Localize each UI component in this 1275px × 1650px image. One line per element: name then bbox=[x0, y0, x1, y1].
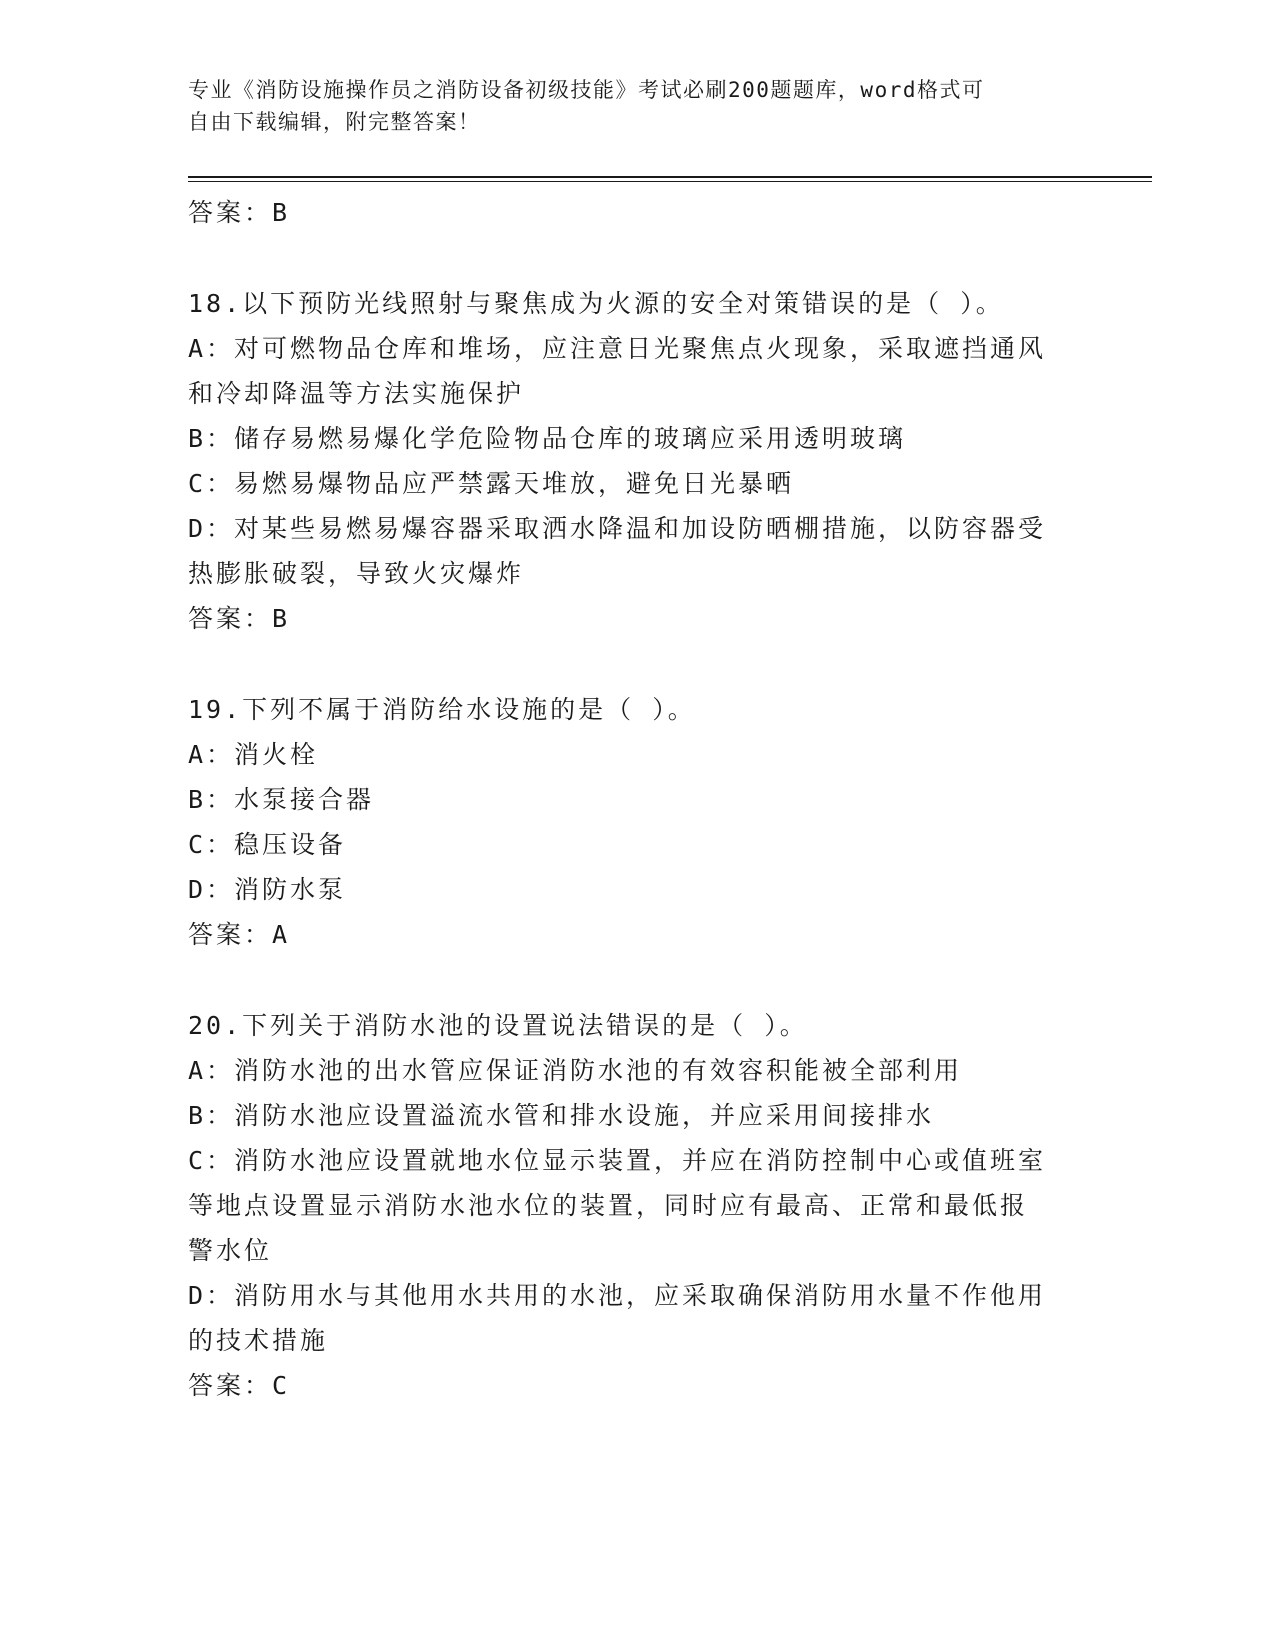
option-c-line-2: 等地点设置显示消防水池水位的装置，同时应有最高、正常和最低报 bbox=[188, 1191, 1029, 1220]
option-c-line-3: 警水位 bbox=[188, 1236, 273, 1265]
option-d-line-2: 热膨胀破裂，导致火灾爆炸 bbox=[188, 559, 525, 588]
question-stem: 20.下列关于消防水池的设置说法错误的是（ ）。 bbox=[188, 1011, 808, 1040]
option-b: B：储存易燃易爆化学危险物品仓库的玻璃应采用透明玻璃 bbox=[188, 424, 907, 453]
option-a: A：消火栓 bbox=[188, 740, 319, 769]
question-stem: 18.以下预防光线照射与聚焦成为火源的安全对策错误的是（ ）。 bbox=[188, 289, 1004, 318]
option-d: D：消防水泵 bbox=[188, 875, 347, 904]
question-20 bbox=[188, 1003, 1088, 1408]
option-b: B：水泵接合器 bbox=[188, 785, 375, 814]
option-a: A：消防水池的出水管应保证消防水池的有效容积能被全部利用 bbox=[188, 1056, 963, 1085]
header-line-1: 专业《消防设施操作员之消防设备初级技能》考试必刷200题题库，word格式可 bbox=[188, 78, 985, 102]
previous-answer: 答案：B bbox=[188, 198, 291, 227]
question-19 bbox=[188, 687, 1088, 957]
option-d-line-2: 的技术措施 bbox=[188, 1326, 329, 1355]
document-header bbox=[188, 74, 1088, 138]
option-a-line-1: A：对可燃物品仓库和堆场，应注意日光聚焦点火现象，采取遮挡通风 bbox=[188, 334, 1047, 363]
option-c-line-1: C：消防水池应设置就地水位显示装置，并应在消防控制中心或值班室 bbox=[188, 1146, 1047, 1175]
question-18 bbox=[188, 281, 1088, 641]
option-c: C：稳压设备 bbox=[188, 830, 347, 859]
header-line-2: 自由下载编辑，附完整答案！ bbox=[188, 110, 481, 134]
question-answer: 答案：C bbox=[188, 1371, 291, 1400]
header-divider-thick bbox=[188, 176, 1152, 178]
question-list bbox=[188, 190, 1088, 1408]
question-answer: 答案：A bbox=[188, 920, 291, 949]
option-d-line-1: D：对某些易燃易爆容器采取洒水降温和加设防晒棚措施，以防容器受 bbox=[188, 514, 1047, 543]
option-d-line-1: D：消防用水与其他用水共用的水池，应采取确保消防用水量不作他用 bbox=[188, 1281, 1047, 1310]
option-b: B：消防水池应设置溢流水管和排水设施，并应采用间接排水 bbox=[188, 1101, 935, 1130]
question-answer: 答案：B bbox=[188, 604, 291, 633]
option-c: C：易燃易爆物品应严禁露天堆放，避免日光暴晒 bbox=[188, 469, 795, 498]
header-divider-thin bbox=[188, 181, 1152, 182]
question-stem: 19.下列不属于消防给水设施的是（ ）。 bbox=[188, 695, 696, 724]
option-a-line-2: 和冷却降温等方法实施保护 bbox=[188, 379, 525, 408]
